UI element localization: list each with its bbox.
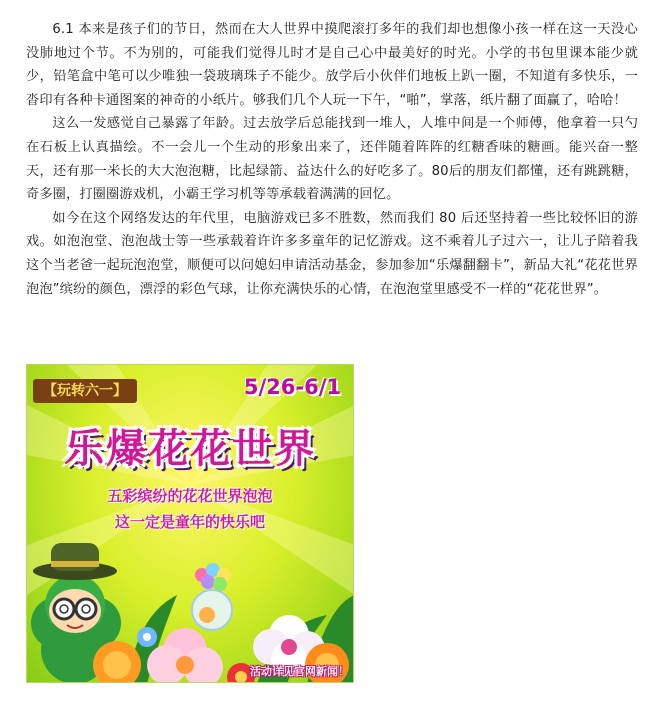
paragraph-1: 6.1 本来是孩子们的节日，然而在大人世界中摸爬滚打多年的我们却也想像小孩一样在这一天没心没肺地过个节。不为别的，可能我们觉得儿时才是自己心中最美好的时光。小学的书包里课本能少就少，铅笔盒中笔可以少唯独一袋玻璃珠子不能少。放学后小伙伴们地板上趴一圈，不知道有多快乐，一沓印有各种卡通图案的神奇的小纸片。够我们几个人玩一下午，“啪”，掌落，纸片翻了面赢了，哈哈！ [26,22,638,108]
event-dates: 5/26-6/1 [243,375,341,399]
bubble-balloons [192,563,232,630]
banner-title: 乐爆花花世界 [64,426,316,472]
banner-footnote: 活动详见官网新闻！ [250,665,349,678]
event-banner-image [26,364,354,683]
banner-subtitle-2: 这一定是童年的快乐吧 [114,513,265,531]
article-body [26,18,638,301]
event-tag: 【玩转六一】 [33,379,137,403]
flower-blue [137,627,157,647]
paragraph-3: 如今在这个网络发达的年代里，电脑游戏已多不胜数，然而我们 80 后还坚持着一些比较怀旧的游戏。如泡泡堂、泡泡战士等一些承载着许许多多童年的记忆游戏。这不乘着儿子过六一，让儿子陪着我这个当老爸一起玩泡泡堂，顺便可以问媳妇申请活动基金，参加参加“乐爆翻翻卡”，新品大礼“花花世界泡泡”缤纷的颜色，漂浮的彩色气球，让你充满快乐的心情，在泡泡堂里感受不一样的“花花世界”。 [26,210,638,297]
banner-subtitle-1: 五彩缤纷的花花世界泡泡 [107,487,273,505]
paragraph-2: 这么一发感觉自己暴露了年龄。过去放学后总能找到一堆人，人堆中间是一个师傅，他拿着一只勺在石板上认真描绘。不一会儿一个生动的形象出来了，还伴随着阵阵的红糖香味的糖画。能兴奋一整天，还有那一米长的大大泡泡糖，比起绿箭、益达什么的好吃多了。80后的朋友们都懂，还有跳跳糖，奇多圈，打圈圈游戏机，小霸王学习机等等承载着满满的回忆。 [26,116,638,203]
